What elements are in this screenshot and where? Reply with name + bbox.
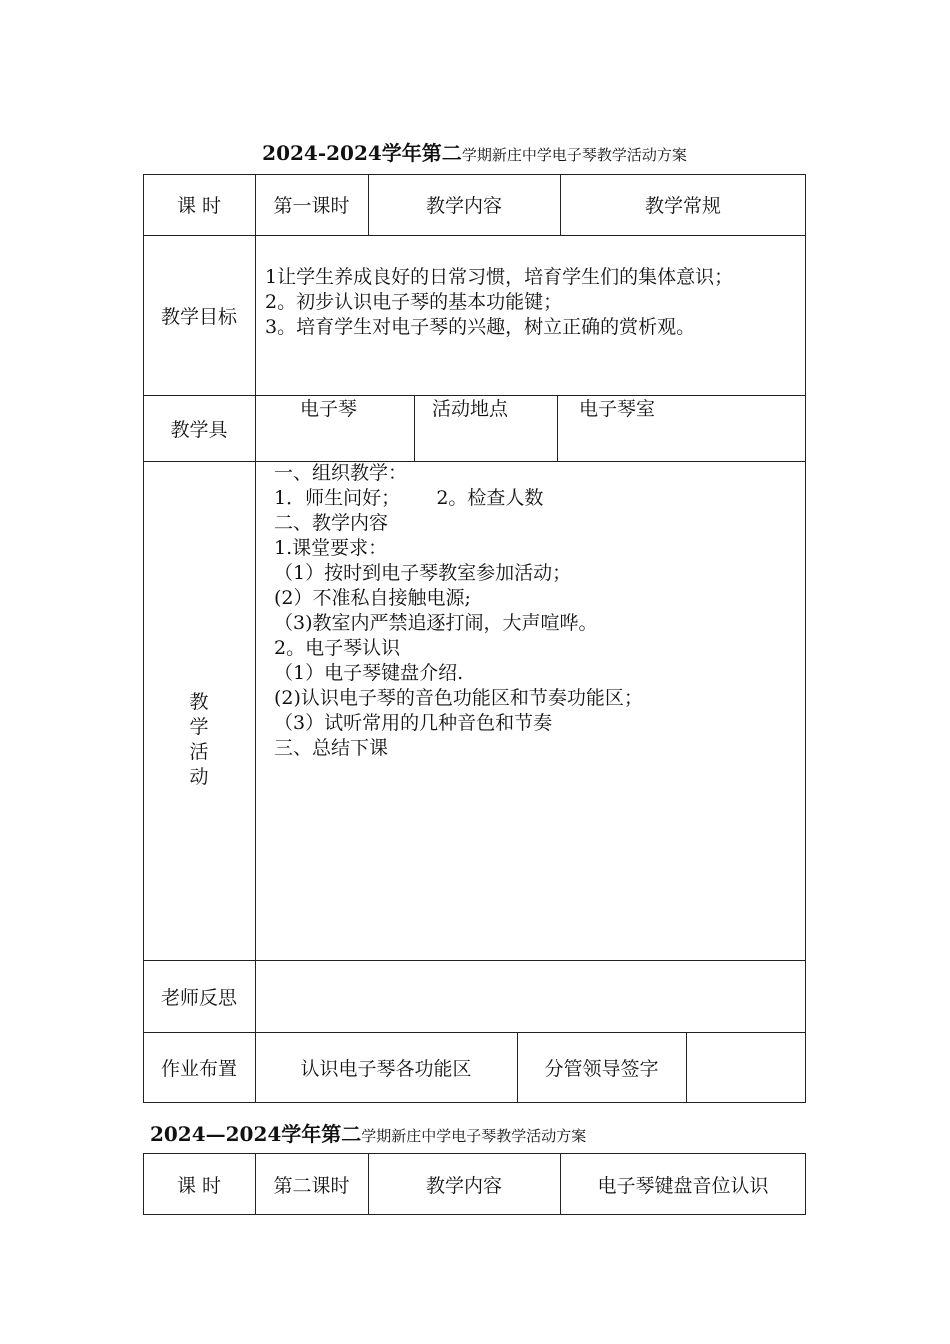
plan1-homework-value: 认识电子琴各功能区 [300,1058,472,1080]
plan1-sign-value[interactable] [686,1032,806,1103]
plan1-goals-list [265,265,801,340]
plan1-title-bold: 2024-2024学年第二 [262,141,462,165]
plan1-title [143,137,806,166]
activity-line: 二、教学内容 [274,512,389,534]
plan1-homework-label: 作业布置 [160,1058,237,1080]
plan1-place-label: 活动地点 [432,398,509,420]
plan2-lesson-value: 第二课时 [273,1174,350,1197]
activity-line: (2)认识电子琴的音色功能区和节奏功能区； [274,687,643,709]
activity-line: （3）试听常用的几种音色和节奏 [274,712,553,734]
plan2-content-label: 教学内容 [425,1174,502,1197]
plan2-title [143,1118,806,1147]
plan1-lesson-value: 第一课时 [273,195,350,217]
plan1-place-value: 电子琴室 [579,398,656,420]
activity-line: 1.课堂要求： [274,537,388,559]
plan1-col-divider [414,395,415,461]
activity-line: （3)教室内严禁追逐打闹，大声喧哗。 [274,612,598,634]
plan2-lesson-label: 课 时 [176,1174,222,1197]
plan2-title-rest: 学期新庄中学电子琴教学活动方案 [361,1127,587,1145]
plan1-lesson-label: 课 时 [176,195,222,217]
plan1-title-rest: 学期新庄中学电子琴教学活动方案 [461,146,687,164]
plan1-goal-item: 2。初步认识电子琴的基本功能键； [265,291,563,313]
plan1-content-value: 教学常规 [644,195,721,217]
plan1-reflection-value[interactable] [255,960,806,1032]
plan1-sign-label: 分管领导签字 [544,1058,659,1080]
activity-line: （1）按时到电子琴教室参加活动； [274,562,572,584]
plan1-col-divider [557,395,558,461]
plan1-content-label: 教学内容 [425,195,502,217]
plan2-content-value: 电子琴键盘音位认识 [597,1174,769,1197]
plan1-activity-label-char: 学 [189,715,209,738]
plan1-activity-label-char: 教 [189,690,209,713]
activity-line: 一、组织教学： [274,462,408,484]
plan1-tools-label: 教学具 [170,418,228,441]
plan1-activity-content [274,461,799,761]
plan1-goal-item: 3。培育学生对电子琴的兴趣，树立正确的赏析观。 [265,316,696,338]
plan1-goal-item: 1让学生养成良好的日常习惯，培育学生们的集体意识； [265,266,734,288]
plan1-activity-label [143,461,255,960]
plan1-goals-label: 教学目标 [160,305,237,328]
plan1-activity-label-char: 动 [189,765,209,788]
activity-line: 三、总结下课 [274,737,389,759]
plan1-tools-value: 电子琴 [300,398,358,420]
activity-line: 1．师生问好； 2。检查人数 [274,487,544,509]
activity-line: (2）不准私自接触电源; [274,587,471,609]
activity-line: 2。电子琴认识 [274,637,401,659]
plan1-activity-label-char: 活 [189,740,209,763]
plan2-title-bold: 2024—2024学年第二 [143,1122,362,1146]
activity-line: （1）电子琴键盘介绍. [274,662,464,684]
plan1-reflection-label: 老师反思 [160,986,237,1009]
